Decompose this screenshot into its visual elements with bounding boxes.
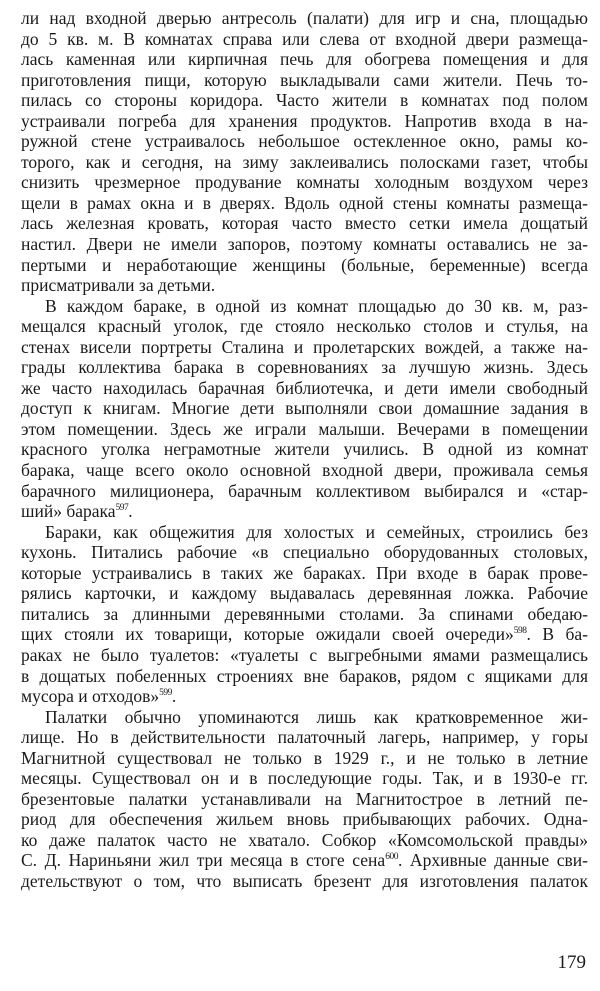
footnote-reference: 598 — [513, 626, 527, 637]
text-line — [21, 748, 588, 769]
text-line — [21, 152, 588, 173]
footnote-reference: 599 — [159, 688, 172, 699]
line-text: этом помещении. Здесь же играли малыши. Вечерами в помещении — [21, 418, 588, 439]
text-line — [21, 809, 588, 830]
line-text: приготовления пищи, которую выкладывали сами жители. Печь то- — [21, 69, 588, 90]
line-text: В каждом бараке, в одной из комнат площадью до 30 кв. м, раз- — [45, 295, 588, 316]
text-line — [21, 707, 588, 728]
line-text: щели в рамах окна и в дверях. Вдоль одной стены комнаты размеща- — [21, 192, 588, 213]
text-line — [21, 686, 588, 707]
line-text: С. Д. Нариньяни жил три месяца в стоге сена — [21, 850, 386, 871]
paragraph — [21, 8, 588, 296]
text-line — [21, 172, 588, 193]
text-line — [21, 624, 588, 645]
text-line — [21, 213, 588, 234]
text-line — [21, 481, 588, 502]
line-text-tail: . — [128, 501, 133, 522]
page-number: 179 — [557, 952, 586, 973]
line-text: мещался красный уголок, где стояло несколько столов и стулья, на — [21, 316, 588, 337]
text-line — [21, 234, 588, 255]
line-text: красного уголка неграмотные жители учились. В одной из комнат — [21, 439, 588, 460]
line-text: барака, чаще всего около основной входной двери, проживала семья — [21, 460, 588, 481]
text-line — [21, 8, 588, 29]
line-text: снизить чрезмерное продувание комнаты холодным воздухом через — [21, 172, 588, 193]
line-text: Магнитной существовал не только в 1929 г., и не только в летние — [21, 747, 588, 768]
text-line — [21, 830, 588, 851]
line-text: доступ к книгам. Многие дети выполняли свои домашние задания в — [21, 398, 588, 419]
line-text: в дощатых побеленных строениях вне бараков, рядом с ящиками для — [21, 665, 588, 686]
line-text: устраивали погреба для хранения продуктов. Напротив входа в на- — [21, 110, 588, 131]
text-line — [21, 193, 588, 214]
line-text: кухонь. Питались рабочие «в специально оборудованных столовых, — [21, 542, 588, 563]
page-body — [21, 8, 588, 892]
line-text: до 5 кв. м. В комнатах справа или слева от входной двери размеща- — [21, 28, 588, 49]
line-text: настил. Двери не имели запоров, поэтому комнаты оставались не за- — [21, 234, 588, 255]
line-text: Бараки, как общежития для холостых и семейных, строились без — [45, 521, 588, 542]
line-text-tail: . Архивные данные сви- — [397, 850, 588, 871]
text-line — [21, 563, 588, 584]
line-text: мусора и отходов» — [21, 686, 160, 707]
text-line — [21, 645, 588, 666]
text-line — [21, 768, 588, 789]
text-line — [21, 850, 588, 871]
text-line — [21, 49, 588, 70]
line-text: лище. Но в действительности палаточный лагерь, например, у горы — [21, 727, 588, 748]
text-line — [21, 460, 588, 481]
line-text-tail: . — [171, 686, 177, 707]
line-text: лась каменная или кирпичная печь для обогрева помещения и для — [21, 49, 588, 70]
text-line — [21, 583, 588, 604]
line-text: ший» барака — [21, 501, 116, 522]
footnote-reference: 600 — [385, 852, 398, 863]
text-line — [21, 357, 588, 378]
text-line — [21, 70, 588, 91]
line-text: барачного милиционера, барачным коллективом выбирался и «стар- — [21, 480, 588, 501]
text-line — [21, 542, 588, 563]
text-line — [21, 111, 588, 132]
line-text: пертыми и неработающие женщины (больные, беременные) всегда — [21, 254, 588, 275]
line-text: раках не было туалетов: «туалеты с выгребными ямами размещались — [21, 644, 588, 665]
text-line — [21, 522, 588, 543]
text-line — [21, 439, 588, 460]
line-text: стенах висели портреты Сталина и пролетарских вождей, а также на- — [21, 336, 588, 357]
line-text: рялись карточки, и каждому выдавалась деревянная ложка. Рабочие — [21, 583, 588, 604]
line-text: месяцы. Существовал он и в последующие годы. Так, и в 1930-е гг. — [21, 768, 588, 789]
text-line — [21, 727, 588, 748]
line-text: же часто находилась барачная библиотечка, и дети имели свободный — [21, 377, 588, 398]
text-line — [21, 131, 588, 152]
text-line — [21, 29, 588, 50]
text-line — [21, 604, 588, 625]
text-line — [21, 871, 588, 892]
text-line — [21, 789, 588, 810]
line-text: питались за длинными деревянными столами. За спинами обедаю- — [21, 603, 588, 624]
text-line — [21, 666, 588, 687]
text-line — [21, 378, 588, 399]
line-text: ружной стене устраивалось небольшое остекленное окно, рамы ко- — [21, 131, 588, 152]
line-text: брезентовые палатки устанавливали на Магнитострое в летний пе- — [21, 788, 588, 809]
line-text-tail: . В ба- — [526, 624, 588, 645]
text-line — [21, 398, 588, 419]
text-line — [21, 501, 588, 522]
line-text: торого, как и сегодня, на зиму заклеивались полосками газет, чтобы — [21, 151, 588, 172]
line-text: Палатки обычно упоминаются лишь как кратковременное жи- — [45, 706, 588, 727]
line-text: которые устраивались в таких же бараках. При входе в барак прове- — [21, 562, 588, 583]
line-text: ли над входной дверью антресоль (палати) для игр и сна, площадью — [21, 8, 588, 28]
line-text: детельствуют о том, что выписать брезент для изготовления палаток — [21, 870, 588, 891]
paragraph — [21, 296, 588, 522]
text-line — [21, 255, 588, 276]
paragraph — [21, 522, 588, 707]
line-text: присматривали за детьми. — [21, 275, 216, 296]
text-line — [21, 296, 588, 317]
text-line — [21, 275, 588, 296]
line-text: ко даже палаток часто не хватало. Собкор «Комсомольской правды» — [21, 829, 588, 850]
paragraph — [21, 707, 588, 892]
text-line — [21, 337, 588, 358]
line-text: грады коллектива барака в соревнованиях за лучшую жизнь. Здесь — [21, 357, 588, 378]
line-text: щих стояли их товарищи, которые ожидали своей очереди» — [21, 624, 514, 645]
line-text: лась железная кровать, которая часто вместо сетки имела дощатый — [21, 213, 588, 234]
text-line — [21, 90, 588, 111]
text-line — [21, 316, 588, 337]
line-text: риод для обеспечения жильем вновь прибывающих рабочих. Одна- — [21, 809, 588, 830]
footnote-reference: 597 — [115, 503, 129, 514]
text-line — [21, 419, 588, 440]
line-text: пилась со стороны коридора. Часто жители в комнатах под полом — [21, 90, 588, 111]
